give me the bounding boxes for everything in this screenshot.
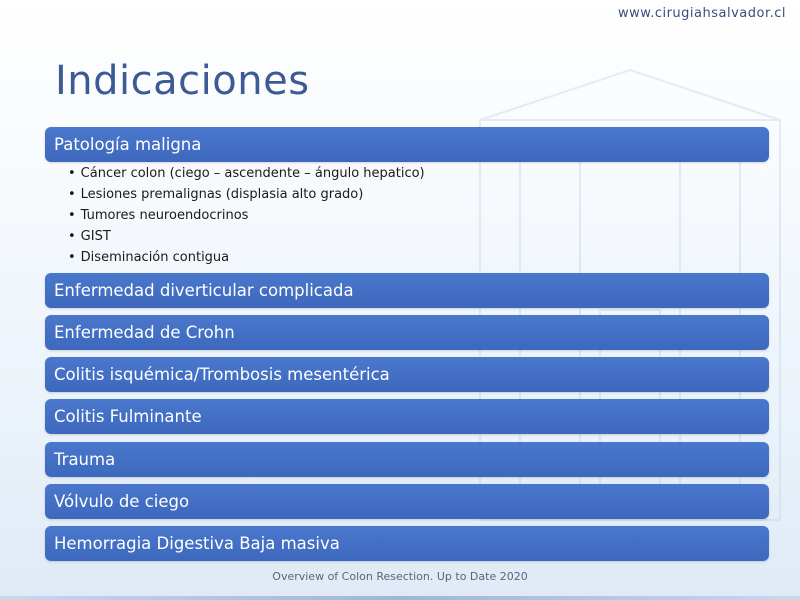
bullet-icon: • [68, 166, 76, 181]
site-url: www.cirugiahsalvador.cl [617, 6, 786, 21]
list-item: • Lesiones premalignas (displasia alto grado) [68, 187, 364, 202]
malignancy-list [68, 165, 425, 270]
bullet-icon: • [68, 187, 76, 202]
section-bar-trauma: Trauma [45, 442, 769, 477]
bottom-divider [0, 596, 800, 600]
section-bar-crohn: Enfermedad de Crohn [45, 315, 769, 350]
list-item: • GIST [68, 229, 111, 244]
section-bar-diverticular: Enfermedad diverticular complicada [45, 273, 769, 308]
section-bar-hemorragia: Hemorragia Digestiva Baja masiva [45, 526, 769, 561]
list-item: • Diseminación contigua [68, 250, 230, 265]
section-bar-colitis-fulminante: Colitis Fulminante [45, 399, 769, 434]
bullet-icon: • [68, 250, 76, 265]
section-bar-colitis-isquemica: Colitis isquémica/Trombosis mesentérica [45, 357, 769, 392]
bullet-icon: • [68, 208, 76, 223]
section-bar-volvulo: Vólvulo de ciego [45, 484, 769, 519]
slide-title: Indicaciones [55, 58, 310, 104]
list-item: • Cáncer colon (ciego – ascendente – ángulo hepatico) [68, 166, 425, 181]
footer-source: Overview of Colon Resection. Up to Date 2020 [272, 570, 528, 583]
list-item: • Tumores neuroendocrinos [68, 208, 249, 223]
section-bar-patologia-maligna: Patología maligna [45, 127, 769, 162]
bullet-icon: • [68, 229, 76, 244]
